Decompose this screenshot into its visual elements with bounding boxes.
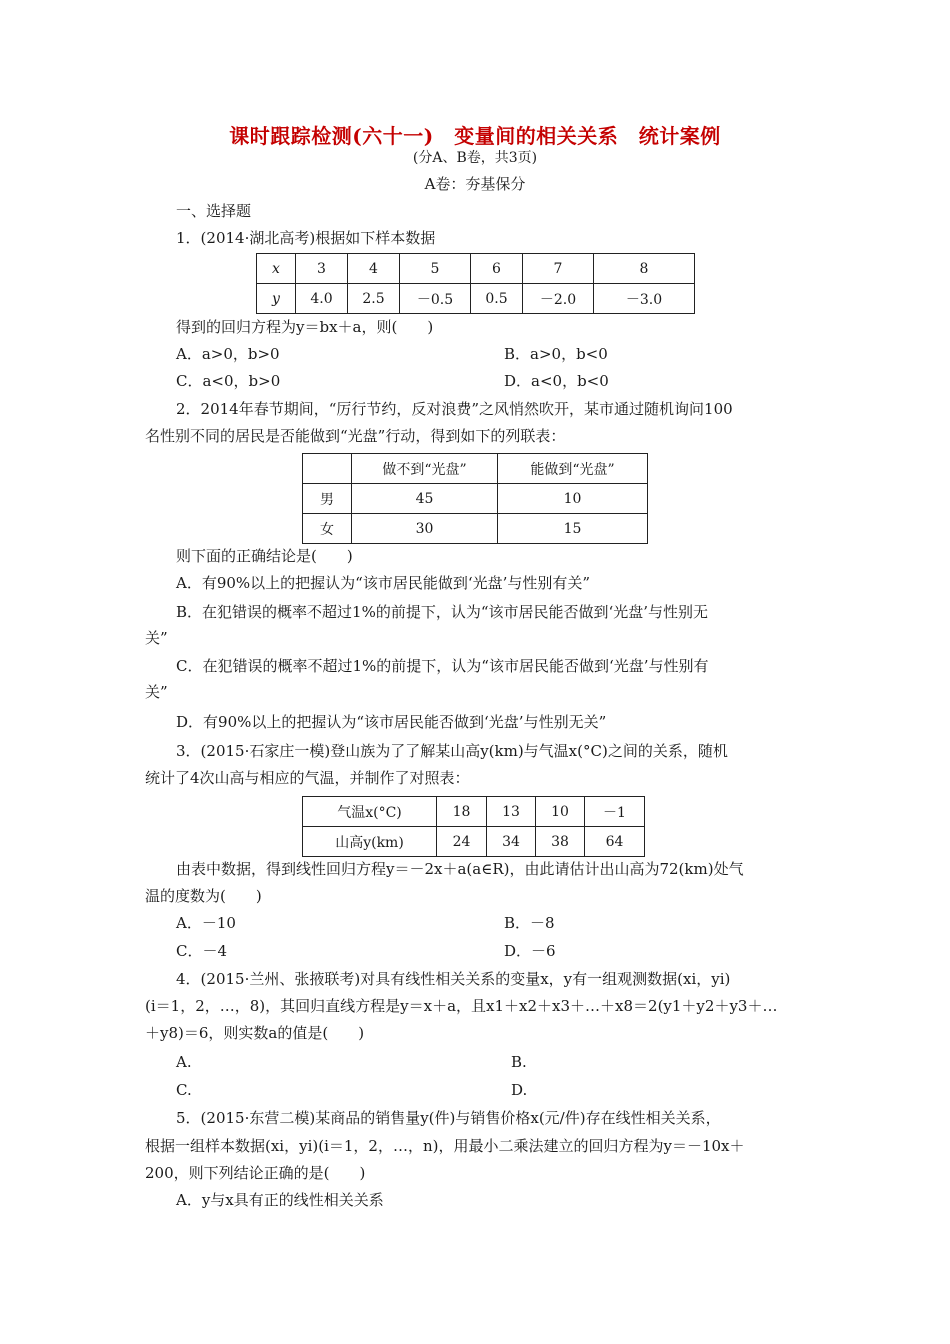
q2-option-d: D．有90%以上的把握认为“该市居民能否做到‘光盘’与性别无关” bbox=[176, 713, 607, 731]
q2-stem-2: 名性别不同的居民是否能做到“光盘”行动，得到如下的列联表： bbox=[145, 427, 566, 445]
table-cell: 0.5 bbox=[471, 284, 523, 314]
q3-option-d: D．－6 bbox=[504, 942, 556, 960]
q1-stem: 1．(2014·湖北高考)根据如下样本数据 bbox=[176, 229, 436, 247]
q4-option-c: C. bbox=[176, 1081, 192, 1099]
table-cell: 10 bbox=[498, 484, 648, 514]
q3-after-2: 温的度数为( ) bbox=[145, 887, 262, 905]
table-cell: 38 bbox=[536, 827, 585, 857]
q3-option-a: A．－10 bbox=[176, 914, 236, 932]
table-cell: 10 bbox=[536, 797, 585, 827]
table-row bbox=[257, 284, 695, 314]
q1-option-d: D．a<0，b<0 bbox=[504, 372, 609, 390]
table-cell: 2.5 bbox=[348, 284, 400, 314]
q3-stem-2: 统计了4次山高与相应的气温，并制作了对照表： bbox=[145, 769, 470, 787]
q1-after: 得到的回归方程为y＝bx＋a，则( ) bbox=[176, 318, 434, 336]
q1-option-b: B．a>0，b<0 bbox=[504, 345, 608, 363]
table-cell: 能做到“光盘” bbox=[498, 454, 648, 484]
table-cell: 7 bbox=[523, 254, 594, 284]
table-cell: 3 bbox=[296, 254, 348, 284]
q2-option-b-line2: 关” bbox=[145, 629, 168, 647]
q2-option-a: A．有90%以上的把握认为“该市居民能做到‘光盘’与性别有关” bbox=[176, 574, 591, 592]
q5-option-a: A．y与x具有正的线性相关关系 bbox=[176, 1191, 384, 1209]
q4-option-b: B. bbox=[511, 1053, 527, 1071]
page-title: 课时跟踪检测(六十一) 变量间的相关关系 统计案例 bbox=[229, 124, 721, 148]
q5-stem-3: 200，则下列结论正确的是( ) bbox=[145, 1164, 366, 1182]
table-cell: 30 bbox=[352, 514, 498, 544]
q2-option-c-line1: C．在犯错误的概率不超过1%的前提下，认为“该市居民能否做到‘光盘’与性别有 bbox=[176, 657, 709, 675]
table-cell: 气温x(°C) bbox=[303, 797, 437, 827]
table-cell: x bbox=[257, 254, 296, 284]
q2-table bbox=[302, 453, 648, 544]
q1-option-a: A．a>0，b>0 bbox=[176, 345, 280, 363]
q3-table bbox=[302, 796, 645, 857]
table-row bbox=[303, 454, 648, 484]
q4-stem-1: 4．(2015·兰州、张掖联考)对具有线性相关关系的变量x，y有一组观测数据(xi，yi) bbox=[176, 970, 731, 988]
q2-after: 则下面的正确结论是( ) bbox=[176, 547, 353, 565]
table-row bbox=[303, 514, 648, 544]
table-cell: －1 bbox=[585, 797, 645, 827]
q1-option-c: C．a<0，b>0 bbox=[176, 372, 281, 390]
q5-stem-2: 根据一组样本数据(xi，yi)(i＝1，2，…，n)，用最小二乘法建立的回归方程为y＝－10x＋ bbox=[145, 1137, 745, 1155]
table-row bbox=[303, 827, 645, 857]
table-cell: 64 bbox=[585, 827, 645, 857]
page-subtitle: (分A、B卷，共3页) bbox=[412, 150, 538, 166]
table-cell: 女 bbox=[303, 514, 352, 544]
table-cell: 做不到“光盘” bbox=[352, 454, 498, 484]
table-cell: 4.0 bbox=[296, 284, 348, 314]
table-cell: 山高y(km) bbox=[303, 827, 437, 857]
q3-option-b: B．－8 bbox=[504, 914, 555, 932]
table-cell: 8 bbox=[594, 254, 695, 284]
q2-option-c-line2: 关” bbox=[145, 683, 168, 701]
table-cell: 34 bbox=[487, 827, 536, 857]
table-cell: 6 bbox=[471, 254, 523, 284]
q2-option-b-line1: B．在犯错误的概率不超过1%的前提下，认为“该市居民能否做到‘光盘’与性别无 bbox=[176, 603, 709, 621]
table-cell: 5 bbox=[400, 254, 471, 284]
section-heading: A卷：夯基保分 bbox=[424, 175, 526, 193]
table-cell: －3.0 bbox=[594, 284, 695, 314]
table-cell: 15 bbox=[498, 514, 648, 544]
q1-table bbox=[256, 253, 695, 314]
part-heading: 一、选择题 bbox=[176, 202, 252, 220]
table-cell: －0.5 bbox=[400, 284, 471, 314]
q2-stem-1: 2．2014年春节期间，“厉行节约，反对浪费”之风悄然吹开，某市通过随机询问100 bbox=[176, 400, 733, 418]
table-cell: 18 bbox=[437, 797, 487, 827]
q3-option-c: C．－4 bbox=[176, 942, 228, 960]
q5-stem-1: 5．(2015·东营二模)某商品的销售量y(件)与销售价格x(元/件)存在线性相关关系， bbox=[176, 1109, 721, 1127]
q4-stem-2: (i＝1，2，…，8)，其回归直线方程是y＝x＋a，且x1＋x2＋x3＋…＋x8＝2(y1＋y2＋y3＋… bbox=[145, 997, 778, 1015]
table-row bbox=[257, 254, 695, 284]
q4-option-a: A. bbox=[176, 1053, 192, 1071]
table-row bbox=[303, 484, 648, 514]
table-row bbox=[303, 797, 645, 827]
table-cell: 45 bbox=[352, 484, 498, 514]
table-cell: 男 bbox=[303, 484, 352, 514]
table-cell bbox=[303, 454, 352, 484]
q3-after-1: 由表中数据，得到线性回归方程y＝－2x＋a(a∈R)，由此请估计出山高为72(km)处气 bbox=[176, 860, 744, 878]
q4-stem-3: ＋y8)＝6，则实数a的值是( ) bbox=[145, 1024, 365, 1042]
table-cell: 13 bbox=[487, 797, 536, 827]
q4-option-d: D. bbox=[511, 1081, 528, 1099]
q3-stem-1: 3．(2015·石家庄一模)登山族为了了解某山高y(km)与气温x(°C)之间的关系，随机 bbox=[176, 742, 728, 760]
table-cell: 24 bbox=[437, 827, 487, 857]
table-cell: 4 bbox=[348, 254, 400, 284]
table-cell: y bbox=[257, 284, 296, 314]
table-cell: －2.0 bbox=[523, 284, 594, 314]
